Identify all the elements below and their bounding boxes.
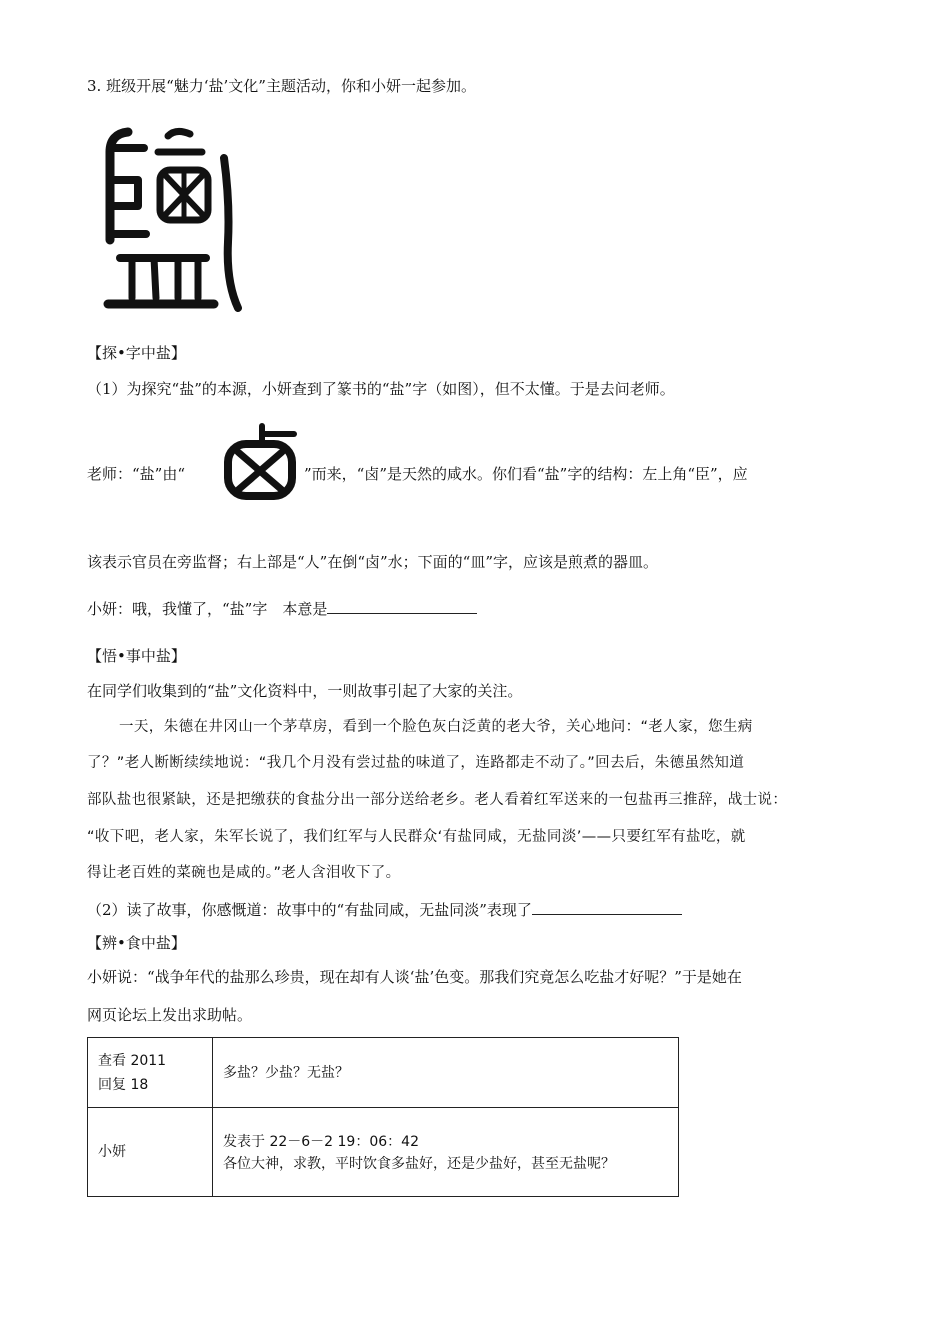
story-line: 了？”老人断断续续地说：“我几个月没有尝过盐的味道了，连路都走不动了。”回去后，朱德虽然知道 — [87, 755, 745, 771]
question-2-text: （2）读了故事，你感慨道：故事中的“有盐同咸，无盐同淡”表现了 — [87, 901, 532, 919]
food-paragraph-line: 网页论坛上发出求助帖。 — [87, 1006, 253, 1024]
forum-views: 查看 2011 — [98, 1052, 167, 1069]
teacher-text-start: 老师：“盐”由“ — [87, 465, 186, 483]
question-intro: 3. 班级开展“魅力‘盐’文化”主题活动，你和小妍一起参加。 — [87, 77, 476, 95]
xiaoyan-text: 小妍：哦，我懂了，“盐”字 本意是 — [87, 600, 328, 618]
question-1-text: （1）为探究“盐”的本源，小妍查到了篆书的“盐”字（如图），但不太懂。于是去问老师。 — [87, 380, 675, 398]
xiaoyan-answer-line — [87, 597, 477, 620]
answer-blank-1[interactable] — [327, 597, 477, 614]
food-paragraph-line: 小妍说：“战争年代的盐那么珍贵，现在却有人谈‘盐’色变。那我们究竟怎么吃盐才好呢？”于是她在 — [87, 968, 742, 986]
story-intro: 在同学们收集到的“盐”文化资料中，一则故事引起了大家的关注。 — [87, 682, 523, 700]
teacher-text-end: ”而来，“卤”是天然的咸水。你们看“盐”字的结构：左上角“臣”，应 — [304, 465, 748, 483]
forum-post-table — [87, 1037, 679, 1197]
question-2-line — [87, 898, 682, 921]
forum-post-time: 发表于 22－6－2 19：06：42 — [223, 1134, 419, 1150]
seal-script-character-image — [98, 122, 246, 318]
forum-author[interactable]: 小妍 — [88, 1108, 213, 1197]
section-heading-food: 【辨•食中盐】 — [87, 934, 186, 952]
forum-title[interactable]: 多盐？少盐？无盐？ — [213, 1038, 679, 1108]
story-line: “收下吧，老人家，朱军长说了，我们红军与人民群众‘有盐同咸，无盐同淡’——只要红军有盐吃，就 — [87, 829, 746, 845]
section-heading-explore: 【探•字中盐】 — [87, 344, 186, 362]
lu-character-image — [222, 422, 304, 502]
section-heading-story: 【悟•事中盐】 — [87, 647, 186, 665]
story-line: 部队盐也很紧缺，还是把缴获的食盐分出一部分送给老乡。老人看着红军送来的一包盐再三推辞，战士说： — [87, 792, 788, 808]
answer-blank-2[interactable] — [532, 898, 682, 915]
story-line: 得让老百姓的菜碗也是咸的。”老人含泪收下了。 — [87, 865, 401, 881]
teacher-text-continued: 该表示官员在旁监督；右上部是“人”在倒“卤”水；下面的“皿”字，应该是煎煮的器皿。 — [87, 553, 659, 571]
story-line: 一天，朱德在井冈山一个茅草房，看到一个脸色灰白泛黄的老大爷，关心地问：“老人家，您生病 — [119, 719, 753, 735]
forum-post-body: 各位大神，求教，平时饮食多盐好，还是少盐好，甚至无盐呢？ — [223, 1156, 615, 1172]
forum-replies: 回复 18 — [98, 1076, 149, 1093]
forum-post-cell — [213, 1108, 679, 1197]
forum-stats-cell — [88, 1038, 213, 1108]
